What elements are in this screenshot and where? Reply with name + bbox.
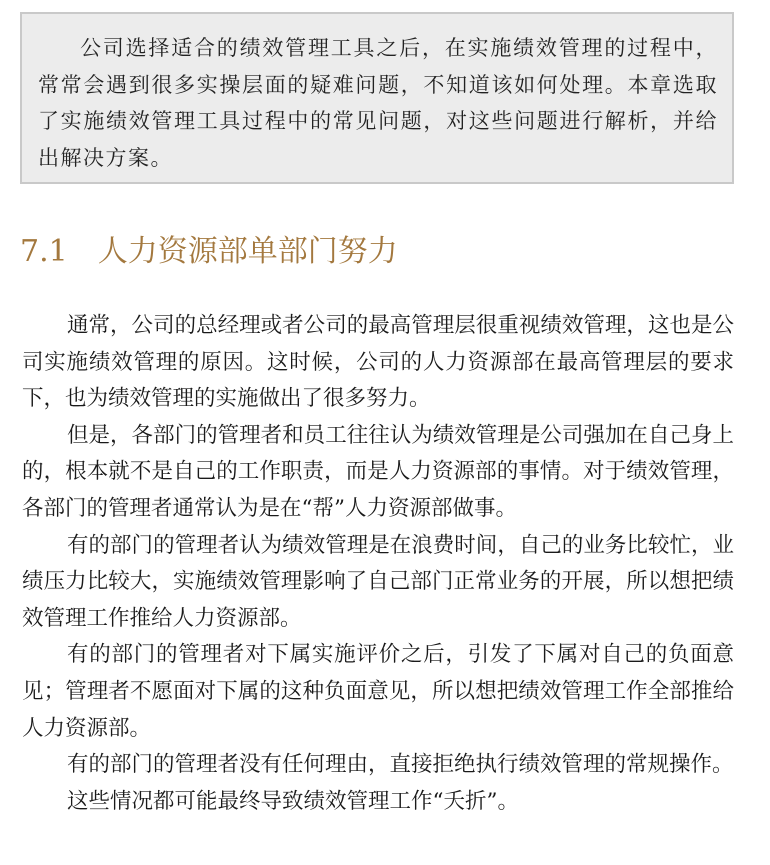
section-body <box>22 308 734 820</box>
body-paragraph: 有的部门的管理者对下属实施评价之后，引发了下属对自己的负面意见；管理者不愿面对下属的这种负面意见，所以想把绩效管理工作全部推给人力资源部。 <box>22 642 734 741</box>
chapter-intro-text: 公司选择适合的绩效管理工具之后，在实施绩效管理的过程中，常常会遇到很多实操层面的疑难问题，不知道该如何处理。本章选取了实施绩效管理工具过程中的常见问题，对这些问题进行解析，并给出解决方案。 <box>38 36 718 170</box>
body-paragraph: 有的部门的管理者没有任何理由，直接拒绝执行绩效管理的常规操作。 <box>67 752 734 778</box>
section-number: 7.1 <box>20 234 68 269</box>
body-paragraph: 但是，各部门的管理者和员工往往认为绩效管理是公司强加在自己身上的，根本就不是自己的工作职责，而是人力资源部的事情。对于绩效管理，各部门的管理者通常认为是在“帮”人力资源部做事。 <box>22 422 734 521</box>
body-paragraph: 通常，公司的总经理或者公司的最高管理层很重视绩效管理，这也是公司实施绩效管理的原因。这时候，公司的人力资源部在最高管理层的要求下，也为绩效管理的实施做出了很多努力。 <box>22 313 734 412</box>
section-title: 人力资源部单部门努力 <box>97 234 398 269</box>
section-heading <box>20 226 398 270</box>
body-paragraph: 这些情况都可能最终导致绩效管理工作“夭折”。 <box>67 788 519 814</box>
chapter-intro-box <box>20 12 734 184</box>
body-paragraph: 有的部门的管理者认为绩效管理是在浪费时间，自己的业务比较忙，业绩压力比较大，实施绩效管理影响了自己部门正常业务的开展，所以想把绩效管理工作推给人力资源部。 <box>22 532 734 631</box>
